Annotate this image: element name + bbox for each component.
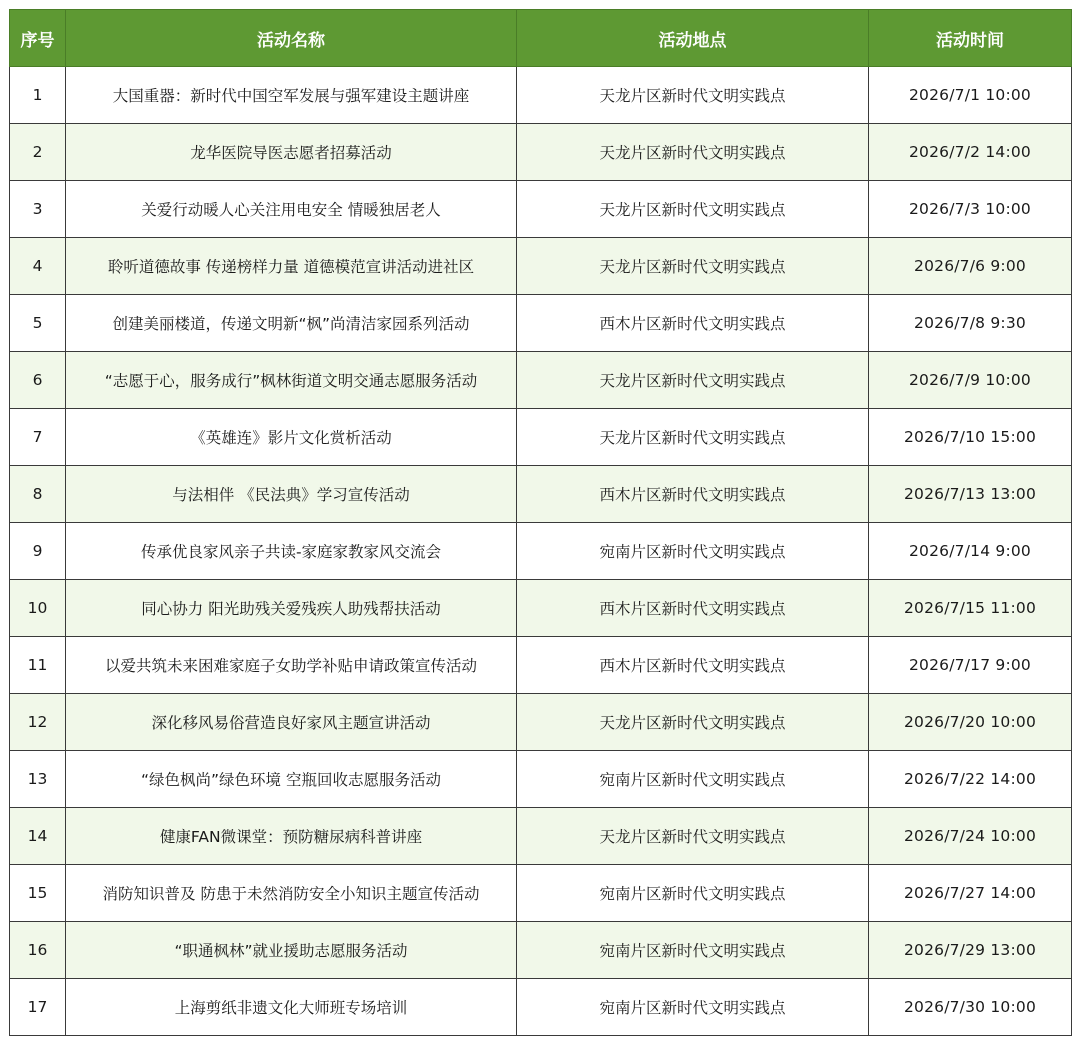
activity-time: 2026/7/30 10:00 xyxy=(869,979,1072,1036)
activity-place: 西木片区新时代文明实践点 xyxy=(517,295,869,352)
row-number: 11 xyxy=(10,637,66,694)
activity-time: 2026/7/20 10:00 xyxy=(869,694,1072,751)
header-time: 活动时间 xyxy=(869,10,1072,67)
table-body xyxy=(10,67,1072,1036)
activity-name: 聆听道德故事 传递榜样力量 道德模范宣讲活动进社区 xyxy=(66,238,517,295)
activity-place: 宛南片区新时代文明实践点 xyxy=(517,979,869,1036)
table-row xyxy=(10,580,1072,637)
header-row xyxy=(10,10,1072,67)
activity-name: 健康FAN微课堂：预防糖尿病科普讲座 xyxy=(66,808,517,865)
activity-name: 《英雄连》影片文化赏析活动 xyxy=(66,409,517,466)
row-number: 1 xyxy=(10,67,66,124)
activity-time: 2026/7/27 14:00 xyxy=(869,865,1072,922)
activity-time: 2026/7/29 13:00 xyxy=(869,922,1072,979)
activity-place: 天龙片区新时代文明实践点 xyxy=(517,352,869,409)
activity-time: 2026/7/2 14:00 xyxy=(869,124,1072,181)
activity-name: 创建美丽楼道，传递文明新“枫”尚清洁家园系列活动 xyxy=(66,295,517,352)
row-number: 5 xyxy=(10,295,66,352)
activity-name: 与法相伴 《民法典》学习宣传活动 xyxy=(66,466,517,523)
activity-place: 宛南片区新时代文明实践点 xyxy=(517,751,869,808)
activity-place: 天龙片区新时代文明实践点 xyxy=(517,124,869,181)
table-header xyxy=(10,10,1072,67)
row-number: 4 xyxy=(10,238,66,295)
activity-place: 天龙片区新时代文明实践点 xyxy=(517,67,869,124)
activity-name: 关爱行动暖人心关注用电安全 情暖独居老人 xyxy=(66,181,517,238)
row-number: 3 xyxy=(10,181,66,238)
table-row xyxy=(10,466,1072,523)
activity-time: 2026/7/24 10:00 xyxy=(869,808,1072,865)
table-row xyxy=(10,523,1072,580)
activity-name: 上海剪纸非遗文化大师班专场培训 xyxy=(66,979,517,1036)
activity-name: 传承优良家风亲子共读-家庭家教家风交流会 xyxy=(66,523,517,580)
activity-place: 天龙片区新时代文明实践点 xyxy=(517,694,869,751)
table-row xyxy=(10,409,1072,466)
header-no: 序号 xyxy=(10,10,66,67)
row-number: 13 xyxy=(10,751,66,808)
table-row xyxy=(10,67,1072,124)
activity-place: 西木片区新时代文明实践点 xyxy=(517,466,869,523)
table-row xyxy=(10,922,1072,979)
activity-time: 2026/7/1 10:00 xyxy=(869,67,1072,124)
table-row xyxy=(10,865,1072,922)
table-row xyxy=(10,637,1072,694)
activity-name: “绿色枫尚”绿色环境 空瓶回收志愿服务活动 xyxy=(66,751,517,808)
table-row xyxy=(10,238,1072,295)
activity-name: 同心协力 阳光助残关爱残疾人助残帮扶活动 xyxy=(66,580,517,637)
activity-place: 天龙片区新时代文明实践点 xyxy=(517,808,869,865)
row-number: 2 xyxy=(10,124,66,181)
activity-place: 宛南片区新时代文明实践点 xyxy=(517,865,869,922)
activity-place: 宛南片区新时代文明实践点 xyxy=(517,922,869,979)
activity-name: 龙华医院导医志愿者招募活动 xyxy=(66,124,517,181)
activity-time: 2026/7/15 11:00 xyxy=(869,580,1072,637)
row-number: 15 xyxy=(10,865,66,922)
activity-time: 2026/7/8 9:30 xyxy=(869,295,1072,352)
row-number: 6 xyxy=(10,352,66,409)
activity-place: 西木片区新时代文明实践点 xyxy=(517,580,869,637)
table-row xyxy=(10,295,1072,352)
row-number: 17 xyxy=(10,979,66,1036)
activity-place: 宛南片区新时代文明实践点 xyxy=(517,523,869,580)
table-row xyxy=(10,694,1072,751)
table-row xyxy=(10,979,1072,1036)
row-number: 10 xyxy=(10,580,66,637)
table-row xyxy=(10,352,1072,409)
activity-time: 2026/7/14 9:00 xyxy=(869,523,1072,580)
activity-time: 2026/7/13 13:00 xyxy=(869,466,1072,523)
table-row xyxy=(10,808,1072,865)
activity-name: 大国重器：新时代中国空军发展与强军建设主题讲座 xyxy=(66,67,517,124)
activity-table xyxy=(9,9,1072,1036)
activity-name: 以爱共筑未来困难家庭子女助学补贴申请政策宣传活动 xyxy=(66,637,517,694)
activity-name: “志愿于心，服务成行”枫林街道文明交通志愿服务活动 xyxy=(66,352,517,409)
activity-time: 2026/7/9 10:00 xyxy=(869,352,1072,409)
activity-place: 天龙片区新时代文明实践点 xyxy=(517,238,869,295)
table-row xyxy=(10,751,1072,808)
row-number: 12 xyxy=(10,694,66,751)
activity-time: 2026/7/10 15:00 xyxy=(869,409,1072,466)
activity-name: “职通枫林”就业援助志愿服务活动 xyxy=(66,922,517,979)
activity-time: 2026/7/6 9:00 xyxy=(869,238,1072,295)
row-number: 9 xyxy=(10,523,66,580)
table-row xyxy=(10,181,1072,238)
table-row xyxy=(10,124,1072,181)
activity-name: 深化移风易俗营造良好家风主题宣讲活动 xyxy=(66,694,517,751)
row-number: 16 xyxy=(10,922,66,979)
header-place: 活动地点 xyxy=(517,10,869,67)
activity-name: 消防知识普及 防患于未然消防安全小知识主题宣传活动 xyxy=(66,865,517,922)
activity-place: 西木片区新时代文明实践点 xyxy=(517,637,869,694)
activity-place: 天龙片区新时代文明实践点 xyxy=(517,409,869,466)
row-number: 8 xyxy=(10,466,66,523)
activity-time: 2026/7/22 14:00 xyxy=(869,751,1072,808)
activity-time: 2026/7/3 10:00 xyxy=(869,181,1072,238)
activity-place: 天龙片区新时代文明实践点 xyxy=(517,181,869,238)
activity-time: 2026/7/17 9:00 xyxy=(869,637,1072,694)
row-number: 7 xyxy=(10,409,66,466)
header-name: 活动名称 xyxy=(66,10,517,67)
row-number: 14 xyxy=(10,808,66,865)
